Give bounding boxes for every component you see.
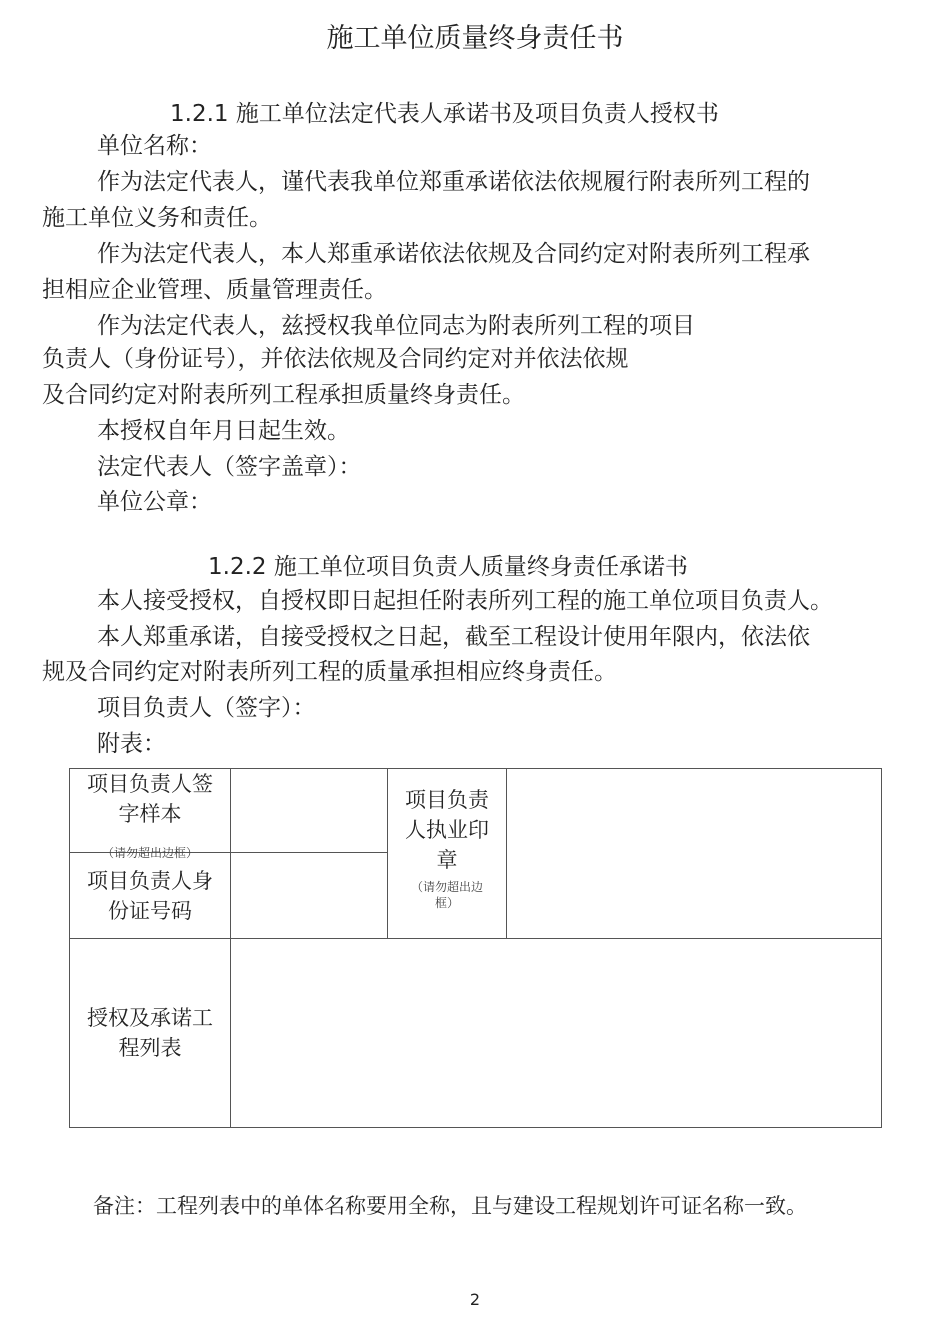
paragraph-line: 及合同约定对附表所列工程承担质量终身责任。 <box>42 382 525 408</box>
practice-seal-label-cell <box>388 769 507 939</box>
project-list-label: 程列表 <box>118 1036 182 1060</box>
section2-heading: 1.2.2 施工单位项目负责人质量终身责任承诺书 <box>208 554 688 580</box>
legal-rep-signature-line: 法定代表人（签字盖章）： <box>97 454 362 480</box>
paragraph-line: 作为法定代表人，兹授权我单位同志为附表所列工程的项目 <box>97 313 695 339</box>
practice-seal-label: 项目负责 <box>405 788 489 812</box>
project-leader-signature-line: 项目负责人（签字）： <box>97 695 316 721</box>
remark-note: 备注：工程列表中的单体名称要用全称，且与建设工程规划许可证名称一致。 <box>93 1194 807 1218</box>
paragraph-line: 本人郑重承诺，自接受授权之日起，截至工程设计使用年限内，依法依 <box>97 624 810 650</box>
paragraph-line: 负责人（身份证号），并依法依规及合同约定对并依法依规 <box>42 346 629 372</box>
paragraph-line: 作为法定代表人，谨代表我单位郑重承诺依法依规履行附表所列工程的 <box>97 169 810 195</box>
attachment-label: 附表： <box>97 731 166 757</box>
id-number-label-cell <box>70 853 231 939</box>
company-seal-line: 单位公章： <box>97 489 212 515</box>
effective-date-line: 本授权自年月日起生效。 <box>97 418 350 444</box>
section1-heading: 1.2.1 施工单位法定代表人承诺书及项目负责人授权书 <box>170 101 719 127</box>
practice-seal-label: 章 <box>436 848 458 872</box>
practice-seal-field[interactable] <box>507 769 882 939</box>
paragraph-line: 本人接受授权，自授权即日起担任附表所列工程的施工单位项目负责人。 <box>97 588 833 614</box>
paragraph-line: 作为法定代表人，本人郑重承诺依法依规及合同约定对附表所列工程承 <box>97 241 810 267</box>
paragraph-line: 规及合同约定对附表所列工程的质量承担相应终身责任。 <box>42 659 617 685</box>
signature-hint: （请勿超出边框） <box>101 846 198 860</box>
signature-sample-label: 字样本 <box>118 802 182 826</box>
document-title: 施工单位质量终身责任书 <box>326 23 624 54</box>
signature-sample-label-cell <box>70 769 231 860</box>
unit-name-line: 单位名称： <box>97 133 212 159</box>
signature-sample-label: 项目负责人签 <box>87 772 213 796</box>
project-list-label: 授权及承诺工 <box>87 1006 213 1030</box>
project-list-field[interactable] <box>231 939 882 1128</box>
paragraph-line: 施工单位义务和责任。 <box>42 205 272 231</box>
attachment-table <box>69 768 882 1128</box>
id-number-label: 项目负责人身 <box>87 868 213 893</box>
signature-sample-field[interactable] <box>231 769 388 853</box>
project-list-label-cell <box>70 939 231 1128</box>
seal-hint: （请勿超出边 <box>410 880 483 894</box>
paragraph-line: 担相应企业管理、质量管理责任。 <box>42 277 387 303</box>
practice-seal-label: 人执业印 <box>405 818 489 842</box>
page-number: 2 <box>469 1290 481 1309</box>
id-number-field[interactable] <box>231 853 388 939</box>
id-number-label: 份证号码 <box>108 898 192 923</box>
seal-hint: 框） <box>434 896 459 910</box>
